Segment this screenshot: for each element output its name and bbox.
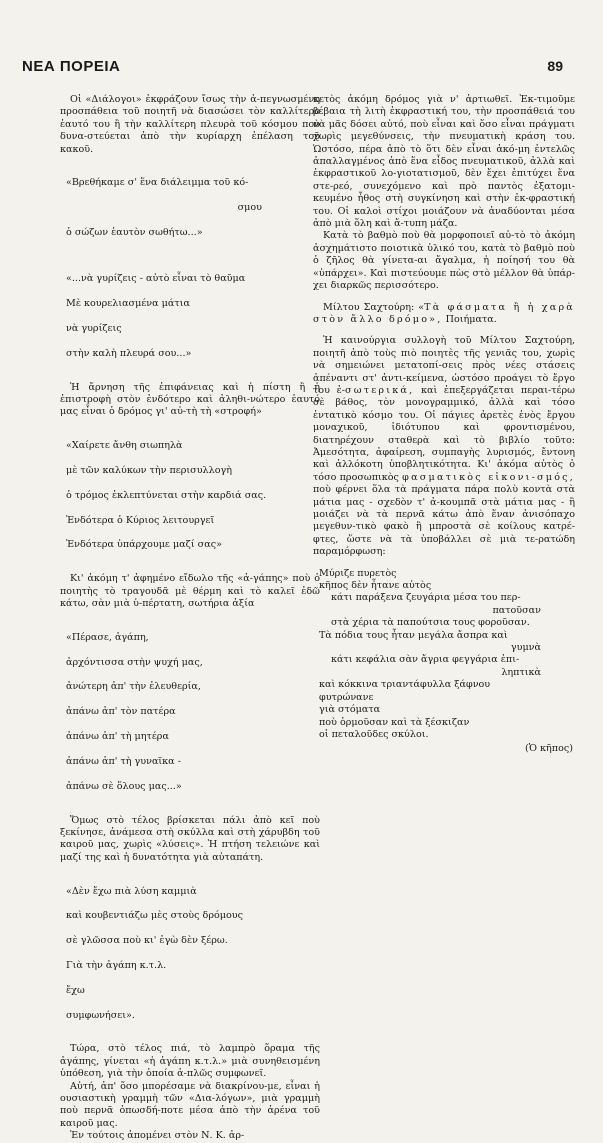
page-number: 89 bbox=[547, 58, 563, 74]
paragraph: Τώρα, στὸ τέλος πιά, τὸ λαμπρὸ ὅραμα τῆς ἀγάπης, γίνεται «ἡ ἀγάπη κ.τ.λ.» μιὰ συνηθεισμένη ὑπόθεση, γιὰ τὴν ὁποία ἁ-πλῶς συμφωνεῖ. bbox=[60, 1043, 320, 1080]
poem-source: (Ὁ κῆπος) bbox=[525, 743, 573, 755]
poem-line: κῆπος δὲν ἦτανε αὐτὸς bbox=[319, 580, 432, 592]
paragraph: Κι' ἀκόμη τ' ἀφημένο εἴδωλο τῆς «ἀ-γάπης» ποὺ ὁ ποιητὴς τὸ τραγουδᾶ μὲ θέρμη καὶ τὸ καλεῖ ἐδῶ κάτω, σὰν μιὰ ὑ-πέρτατη, σωτήρια ἀξία bbox=[60, 573, 320, 610]
paragraph: Οἱ «Διάλογοι» ἐκφράζουν ἴσως τὴν ἀ-πεγνωσμένη προσπάθεια τοῦ ποιητῆ νὰ διασώσει τὸν καλλίτερο ἑαυτό του ἢ τὴν καλλίτερη πλευρὰ τοῦ κόσμου ποὺ δυνα-στεύεται ἀπὸ τὴν κυρίαρχη ἐπέλαση τοῦ κακοῦ. bbox=[60, 94, 320, 155]
verse-line: ἀπάνω ἀπ' τὸν πατέρα bbox=[66, 706, 176, 718]
verse-line: νὰ γυρίζεις bbox=[66, 322, 122, 334]
poem-line: Μύριζε πυρετὸς bbox=[319, 567, 397, 579]
verse-line: «Πέρασε, ἀγάπη, bbox=[66, 631, 149, 643]
verse-line: ἀρχόντισσα στὴν ψυχή μας, bbox=[66, 656, 203, 668]
verse-line: σὲ γλῶσσα ποὺ κι' ἐγὼ δὲν ξέρω. bbox=[66, 935, 228, 947]
page-header bbox=[22, 58, 563, 75]
poem-line: Τὰ πόδια τους ἦταν μεγάλα ἄσπρα καὶ bbox=[319, 629, 508, 641]
verse-line: «Βρεθήκαμε σ' ἕνα διάλειμμα τοῦ κό- bbox=[66, 177, 249, 189]
poem-block bbox=[313, 568, 575, 742]
verse-line: σμου bbox=[237, 202, 262, 214]
verse-line: ὁ τρόμος ἐκλεπτύνεται στὴν καρδιά σας. bbox=[66, 489, 267, 501]
review-heading bbox=[313, 302, 575, 327]
verse-line: ἀπάνω σὲ ὅλους μας...» bbox=[66, 780, 182, 792]
poem-line: ληπτικὰ bbox=[501, 666, 541, 678]
verse-line: Ἐνδότερα ὑπάρχουμε μαζί σας» bbox=[66, 539, 222, 551]
paragraph: Ὅμως στὸ τέλος βρίσκεται πάλι ἀπὸ κεῖ ποὺ ξεκίνησε, ἀνάμεσα στὴ σκύλλα καὶ στὴ χάρυβδη τοῦ καιροῦ μας, χωρὶς «λύσεις». Ἡ πτήση τελειώνε καὶ μαζί της καὶ ἡ δυνατότητα γιὰ αὐταπάτη. bbox=[60, 814, 320, 863]
poem-line: στὰ χέρια τὰ παπούτσια τους φοροῦσαν. bbox=[331, 617, 530, 629]
poem-line: κάτι παράξενα ζευγάρια μέσα του περ- bbox=[331, 592, 521, 604]
paragraph: κετὸς ἀκόμη δρόμος γιὰ ν' ἀρτιωθεῖ. Ἐκ-τιμοῦμε βέβαια τὴ λιτὴ ἐκφραστική του, τὴν προσπάθειά του νὰ μᾶς δόσει αὐτό, ποὺ εἶναι καὶ ὅσο εἶναι πράγματι χωρὶς μεγεθύνσεις, τὴν πνευματικὴ κράση του. Ὡστόσο, πέρα ἀπὸ τὸ ὅτι δὲν εἶναι ἀκό-μη ἐντελῶς ἀπαλλαγμένος ἀπὸ ἕνα εἶδος πνευματικοῦ, ἀλλὰ καὶ ἐκφραστικοῦ λο-γιοτατισμοῦ, δὲν ἔχει ἐπιτύχει ἕνα στε-ρεό, συνεχόμενο καὶ πρὸ παντὸς ἐξατομι-κευμένο ἦθος στὴ συγκίνηση καὶ στὴν ἐκ-φραστική του. Οἱ καλοὶ στίχοι μοιάζουν νὰ ἀναδύονται μέσα ἀπὸ μιὰ ὅλη καὶ ἄ-τυπη μάζα. bbox=[313, 94, 575, 230]
quote-block bbox=[66, 261, 320, 373]
quote-block bbox=[66, 165, 320, 252]
quote-block bbox=[66, 428, 320, 564]
verse-line: Ἐνδότερα ὁ Κύριος λειτουργεῖ bbox=[66, 514, 215, 526]
emphasis: σωτερικά, bbox=[344, 384, 415, 396]
verse-line: μὲ τῶν καλύκων τὴν περισυλλογὴ bbox=[66, 464, 232, 476]
verse-line: στὴν καλὴ πλευρά σου...» bbox=[66, 347, 192, 359]
running-head: ΝΕΑ ΠΟΡΕΙΑ bbox=[22, 58, 121, 75]
book-title: Τὰ φάσματα ἢ ἡ χαρὰ στὸν ἄλλο δρόμο», bbox=[313, 301, 575, 325]
paragraph: Ἐν τούτοις ἀπομένει στὸν Ν. Κ. ἀρ- bbox=[70, 1130, 245, 1142]
text-run: καὶ ἐπεξεργάζεται περαι-τέρω σὲ βάθος, τὸν μονογραμμικό, ἀλλὰ καὶ τόσο ἐντατικὸ κόσμο του. Οἱ πάγιες ἀρετὲς ἑνὸς ἔργου μοναχικοῦ, ἰδιότυπου καὶ φροντισμένου, διατηρέχουν σταθερὰ καὶ τὸ βιβλίο τοῦτο: Ἀμεσότητα, ἀφαίρεση, συμπαγὴς λυρισμός, ἔντονη καὶ ἀλλόκοτη ὑποβλητικότητα. Κι' ἀκόμα αὐτὸς ὁ τόσο προσωπικὸς bbox=[313, 384, 575, 483]
verse-line: ἀπάνω ἀπ' τὴ γυναῖκα - bbox=[66, 755, 181, 767]
poem-line: πατοῦσαν bbox=[492, 604, 541, 616]
paragraph: Κατὰ τὸ βαθμὸ ποὺ θὰ μορφοποιεῖ αὐ-τὸ τὸ ἀκόμη ἀσχημάτιστο ποιοτικὰ ὑλικό του, κατὰ τὸ βαθμὸ ποὺ ὁ ζῆλος θὰ γίνετα-αι ἄγαλμα, ἡ ποίησή του θὰ «ὑπάρχει». Καὶ πιστεύουμε πὼς στὸ μέλλον θὰ ὑπάρ-χει διαρκῶς περισσότερο. bbox=[313, 230, 575, 292]
right-column bbox=[313, 94, 575, 756]
paragraph bbox=[313, 335, 575, 558]
left-column bbox=[60, 94, 320, 1143]
verse-line: ἀπάνω ἀπ' τὴ μητέρα bbox=[66, 731, 169, 743]
author-name: Μίλτου Σαχτούρη: « bbox=[323, 301, 425, 313]
paragraph: Αὐτή, ἀπ' ὅσο μπορέσαμε νὰ διακρίνου-με, εἶναι ἡ ουσιαστικὴ γραμμὴ τῶν «Δια-λόγων», μιὰ γραμμὴ ποὺ περνᾶ ὁπωσδή-ποτε μέσα ἀπὸ τὴν ἀρένα τοῦ καιροῦ μας. bbox=[60, 1080, 320, 1129]
text-run: Ἡ καινούργια συλλογὴ τοῦ Μίλτου Σαχτούρη, ποιητῆ ἀπὸ τοὺς πιὸ ποιητὲς τῆς γενιᾶς του, χωρὶς νὰ σημειώνει μετατοπί-σεις πρὸς νέες στάσεις ἀπέναντι στ' ἀντι-κείμενα, ὡστόσο προάγει τὸ ἔργο του ἐ- bbox=[313, 335, 575, 396]
verse-line: Γιὰ τὴν ἀγάπη κ.τ.λ. bbox=[66, 960, 167, 971]
verse-line: «Δὲν ἔχω πιὰ λύση καμμιὰ bbox=[66, 885, 197, 897]
verse-line: «...νὰ γυρίζεις - αὐτὸ εἶναι τὸ θαῦμα bbox=[66, 273, 246, 285]
verse-line: Μὲ κουρελιασμένα μάτια bbox=[66, 298, 190, 310]
quote-block bbox=[66, 873, 320, 1034]
quote-block bbox=[66, 619, 320, 805]
poem-line: οἱ πεταλοῦδες σκύλοι. bbox=[319, 728, 429, 740]
text-run: ποὺ φέρνει ὅλα τὰ πράγματα πάρα πολὺ κοντὰ στὰ μάτια μας - σχεδὸν τ' ἀ-κουμπᾶ στὰ μάτια μας - ἢ μοιάζει νὰ τὰ περνᾶ κάτω ἀπὸ ἕναν ἀνισόπαχο μεγεθυν-τικὸ φακὸ ἢ μπροστὰ σὲ κοίλους κατρέ-φτες, ὥστε νὰ τὰ ὑποβάλλει σὲ μιὰ τε-ρατώδη παραμόρφωση: bbox=[313, 484, 575, 558]
emphasis: φασματικὸς εἰκονι-σμός, bbox=[402, 471, 575, 483]
book-genre: Ποιήματα. bbox=[445, 313, 497, 325]
poem-line: γιὰ στόματα bbox=[319, 704, 381, 716]
poem-line: κάτι κεφάλια σὰν ἄγρια φεγγάρια ἐπι- bbox=[331, 654, 520, 666]
verse-line: «Χαίρετε ἄνθη σιωπηλὰ bbox=[66, 440, 183, 452]
verse-line: ἔχω bbox=[66, 984, 85, 996]
poem-line: φυτρώνανε bbox=[319, 691, 374, 703]
paragraph: Ἡ ἄρνηση τῆς ἐπιφάνειας καὶ ἡ πίστη ἢ ἡ ἐπιστροφὴ στὸν ἐνδότερο καὶ ἀληθι-νώτερο ἑαυτό μας εἶναι ὁ δρόμος γι' αὐ-τὴ τὴ «στροφή» bbox=[60, 381, 320, 418]
verse-line: ὁ σώζων ἑαυτὸν σωθήτω...» bbox=[66, 227, 203, 239]
poem-line: καὶ κόκκινα τριαντάφυλλα ξάφνου bbox=[319, 679, 491, 691]
verse-line: συμφωνήσει». bbox=[66, 1009, 135, 1021]
verse-line: καὶ κουβεντιάζω μὲς στοὺς δρόμους bbox=[66, 910, 243, 922]
poem-line: γυμνὰ bbox=[510, 642, 541, 654]
verse-line: ἀνώτερη ἀπ' τὴν ἐλευθερία, bbox=[66, 681, 201, 693]
poem-line: ποὺ ὁρμοῦσαν καὶ τὰ ξέσκιζαν bbox=[319, 716, 470, 728]
